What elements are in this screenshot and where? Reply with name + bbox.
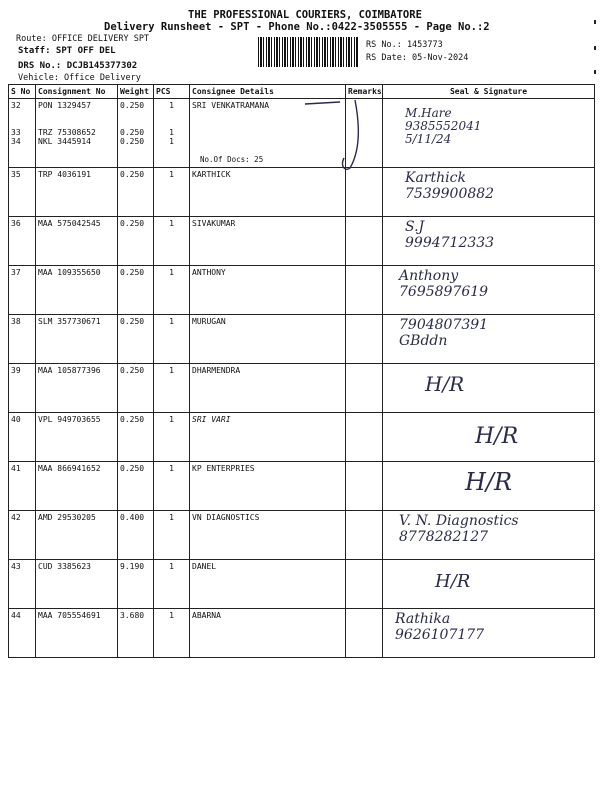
row-consignment: MAA 866941652 xyxy=(36,462,118,511)
row-consignment: SLM 357730671 xyxy=(36,315,118,364)
row-sno: 38 xyxy=(9,315,36,364)
runsheet-title: Delivery Runsheet - SPT - Phone No.:0422-3505555 - Page No.:2 xyxy=(104,21,490,33)
signature: Rathika 9626107177 xyxy=(395,611,485,643)
row-remarks xyxy=(346,609,383,658)
row-signature xyxy=(383,168,595,217)
row-consignment: MAA 705554691 xyxy=(36,609,118,658)
row-weight: 0.250 xyxy=(118,413,154,462)
row-remarks xyxy=(346,315,383,364)
row-consignment: VPL 949703655 xyxy=(36,413,118,462)
row-weight: 0.250 xyxy=(118,364,154,413)
col-signature: Seal & Signature xyxy=(383,85,595,99)
table-row xyxy=(9,560,595,609)
row-consignment: MAA 575042545 xyxy=(36,217,118,266)
row-pcs: 1 xyxy=(154,462,190,511)
table-row xyxy=(9,364,595,413)
row-weight: 3.680 xyxy=(118,609,154,658)
row-pcs: 1 xyxy=(154,511,190,560)
rs-date-label: RS Date: 05-Nov-2024 xyxy=(366,53,469,63)
col-pcs: PCS xyxy=(154,85,190,99)
row-remarks xyxy=(346,266,383,315)
row-weight: 0.400 xyxy=(118,511,154,560)
col-remarks: Remarks xyxy=(346,85,383,99)
rs-no-label: RS No.: 1453773 xyxy=(366,40,443,50)
row-consignment: MAA 109355650 xyxy=(36,266,118,315)
row-signature xyxy=(383,413,595,462)
signature: 7904807391 GBddn xyxy=(399,317,489,349)
right-edge-mark xyxy=(594,20,596,24)
row-consignee: ABARNA xyxy=(190,609,346,658)
row-consignee: VN DIAGNOSTICS xyxy=(190,511,346,560)
row-consignment: PON 1329457 xyxy=(38,101,91,110)
row-remarks xyxy=(346,462,383,511)
row-signature xyxy=(383,560,595,609)
route-label: Route: OFFICE DELIVERY SPT xyxy=(16,34,150,44)
row-weight: 0.250 xyxy=(118,168,154,217)
row-sno: 42 xyxy=(9,511,36,560)
row-sno: 33 xyxy=(11,128,21,137)
col-consignee: Consignee Details xyxy=(190,85,346,99)
signature: H/R xyxy=(425,372,465,396)
right-edge-mark xyxy=(594,46,596,50)
table-row xyxy=(9,511,595,560)
row-signature xyxy=(383,217,595,266)
row-consignee: KARTHICK xyxy=(190,168,346,217)
row-weight: 0.250 xyxy=(118,266,154,315)
signature: S.J 9994712333 xyxy=(405,219,495,251)
row-remarks xyxy=(346,217,383,266)
col-consignment: Consignment No xyxy=(36,85,118,99)
row-pcs: 1 xyxy=(154,609,190,658)
row-sno: 37 xyxy=(9,266,36,315)
row-remarks xyxy=(346,413,383,462)
row-sno: 39 xyxy=(9,364,36,413)
col-sno: S No xyxy=(9,85,36,99)
row-consignment: MAA 105877396 xyxy=(36,364,118,413)
row-weight: 0.250 xyxy=(120,137,145,146)
staff-label: Staff: SPT OFF DEL xyxy=(18,46,116,56)
row-consignee: SRI VENKATRAMANA xyxy=(192,101,270,110)
company-title: THE PROFESSIONAL COURIERS, COIMBATORE xyxy=(188,9,422,21)
row-weight: 0.250 xyxy=(120,101,145,110)
row-remarks xyxy=(346,511,383,560)
row-pcs: 1 xyxy=(154,560,190,609)
row-pcs: 1 xyxy=(169,128,174,137)
row-pcs: 1 xyxy=(154,266,190,315)
row-consignee: MURUGAN xyxy=(190,315,346,364)
col-weight: Weight xyxy=(118,85,154,99)
row-pcs: 1 xyxy=(154,413,190,462)
signature: H/R xyxy=(465,468,513,496)
row-consignee: DHARMENDRA xyxy=(190,364,346,413)
row-consignment: CUD 3385623 xyxy=(36,560,118,609)
row-sno: 34 xyxy=(11,137,21,146)
row-weight: 0.250 xyxy=(118,462,154,511)
table-row xyxy=(9,413,595,462)
row-signature xyxy=(383,266,595,315)
row-consignment: NKL 3445914 xyxy=(38,137,91,146)
row-signature xyxy=(383,315,595,364)
table-row xyxy=(9,609,595,658)
row-consignee: SIVAKUMAR xyxy=(190,217,346,266)
row-signature xyxy=(383,462,595,511)
row-consignment: AMD 29530205 xyxy=(36,511,118,560)
table-row xyxy=(9,315,595,364)
row-weight: 0.250 xyxy=(118,315,154,364)
signature: H/R xyxy=(435,571,471,592)
row-sno: 32 xyxy=(11,101,21,110)
row-sno: 36 xyxy=(9,217,36,266)
table-row xyxy=(9,266,595,315)
table-row xyxy=(9,217,595,266)
row-signature xyxy=(383,609,595,658)
row-consignment: TRZ 75308652 xyxy=(38,128,96,137)
row-sno: 44 xyxy=(9,609,36,658)
no-of-docs: No.Of Docs: 25 xyxy=(200,155,264,164)
row-weight: 0.250 xyxy=(118,217,154,266)
table-row xyxy=(9,462,595,511)
row-sno: 40 xyxy=(9,413,36,462)
row-signature xyxy=(383,511,595,560)
row-signature xyxy=(383,99,595,168)
barcode xyxy=(258,37,358,67)
signature: Anthony 7695897619 xyxy=(399,268,489,300)
row-weight: 0.250 xyxy=(120,128,145,137)
row-signature xyxy=(383,364,595,413)
right-edge-mark xyxy=(594,70,596,74)
row-consignee: ANTHONY xyxy=(190,266,346,315)
row-pcs: 1 xyxy=(154,217,190,266)
row-pcs: 1 xyxy=(154,315,190,364)
vehicle-label: Vehicle: Office Delivery xyxy=(18,73,141,83)
row-consignee: KP ENTERPRIES xyxy=(190,462,346,511)
row-consignment: TRP 4036191 xyxy=(36,168,118,217)
signature: Karthick 7539900882 xyxy=(405,170,495,202)
row-remarks xyxy=(346,560,383,609)
row-consignee: DANEL xyxy=(190,560,346,609)
signature: M.Hare 9385552041 5/11/24 xyxy=(405,106,482,146)
row-pcs: 1 xyxy=(169,137,174,146)
row-remarks xyxy=(346,364,383,413)
row-weight: 9.190 xyxy=(118,560,154,609)
signature: V. N. Diagnostics 8778282127 xyxy=(399,513,519,545)
drs-label: DRS No.: DCJB145377302 xyxy=(18,61,138,71)
row-pcs: 1 xyxy=(154,168,190,217)
row-pcs: 1 xyxy=(154,364,190,413)
row-sno: 35 xyxy=(9,168,36,217)
row-consignee: SRI VARI xyxy=(190,413,346,462)
row-sno: 41 xyxy=(9,462,36,511)
signature: H/R xyxy=(475,424,519,449)
row-sno: 43 xyxy=(9,560,36,609)
row-pcs: 1 xyxy=(169,101,174,110)
remark-stroke-mark xyxy=(300,96,380,176)
